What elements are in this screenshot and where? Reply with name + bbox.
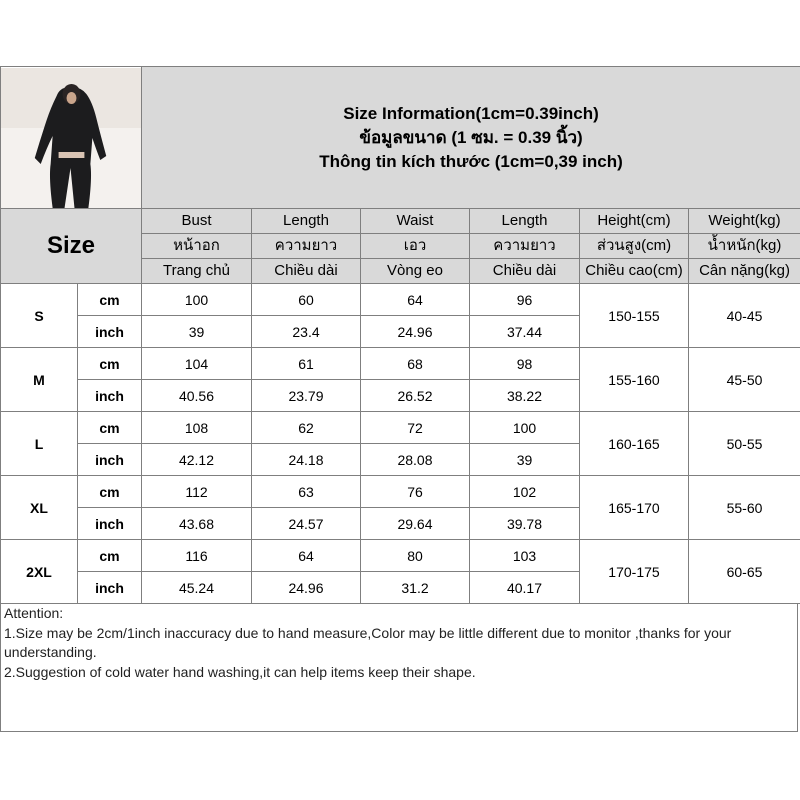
cm-value: 64 [252, 540, 361, 572]
cm-value: 96 [470, 284, 580, 316]
size-row-cm [1, 412, 800, 444]
cm-value: 64 [361, 284, 470, 316]
inch-value: 40.17 [470, 572, 580, 604]
height-range: 170-175 [580, 540, 689, 604]
note-line: 2.Suggestion of cold water hand washing,it can help items keep their shape. [4, 663, 476, 680]
unit-label-inch: inch [78, 508, 142, 540]
col-header-vi: Chiều dài [252, 259, 361, 284]
cm-value: 62 [252, 412, 361, 444]
unit-label-inch: inch [78, 444, 142, 476]
height-range: 150-155 [580, 284, 689, 348]
size-header: Size [1, 209, 142, 284]
cm-value: 104 [142, 348, 252, 380]
cm-value: 112 [142, 476, 252, 508]
size-table [0, 66, 800, 604]
col-header-en: Length [470, 209, 580, 234]
col-header-th: น้ำหนัก(kg) [689, 234, 800, 259]
cm-value: 100 [142, 284, 252, 316]
col-header-th: ความยาว [252, 234, 361, 259]
height-range: 165-170 [580, 476, 689, 540]
unit-label-cm: cm [78, 348, 142, 380]
cm-value: 60 [252, 284, 361, 316]
unit-label-cm: cm [78, 540, 142, 572]
height-range: 155-160 [580, 348, 689, 412]
inch-value: 39 [142, 316, 252, 348]
weight-range: 55-60 [689, 476, 800, 540]
inch-value: 42.12 [142, 444, 252, 476]
cm-value: 68 [361, 348, 470, 380]
weight-range: 40-45 [689, 284, 800, 348]
cm-value: 102 [470, 476, 580, 508]
note-line: 1.Size may be 2cm/1inch inaccuracy due to hand measure,Color may be little different due to monitor ,thanks for your understanding. [4, 624, 732, 660]
inch-value: 29.64 [361, 508, 470, 540]
woman-in-black-hoodie-tracksuit-photo [1, 68, 141, 208]
inch-value: 28.08 [361, 444, 470, 476]
cm-value: 76 [361, 476, 470, 508]
inch-value: 38.22 [470, 380, 580, 412]
note-line: Attention: [4, 605, 64, 621]
title-english: Size Information(1cm=0.39inch) [343, 103, 599, 123]
cm-value: 72 [361, 412, 470, 444]
inch-value: 23.4 [252, 316, 361, 348]
col-header-th: ความยาว [470, 234, 580, 259]
col-header-en: Weight(kg) [689, 209, 800, 234]
inch-value: 23.79 [252, 380, 361, 412]
col-header-en: Waist [361, 209, 470, 234]
col-header-en: Bust [142, 209, 252, 234]
unit-label-inch: inch [78, 380, 142, 412]
col-header-vi: Chiều dài [470, 259, 580, 284]
size-row-cm [1, 284, 800, 316]
cm-value: 103 [470, 540, 580, 572]
col-header-vi: Chiều cao(cm) [580, 259, 689, 284]
title-thai: ข้อมูลขนาด (1 ซม. = 0.39 นิ้ว) [359, 127, 583, 147]
title-vietnamese: Thông tin kích thước (1cm=0,39 inch) [319, 151, 623, 171]
size-label: M [1, 348, 78, 412]
col-header-en: Length [252, 209, 361, 234]
size-row-cm [1, 476, 800, 508]
size-label: S [1, 284, 78, 348]
col-header-th: หน้าอก [142, 234, 252, 259]
unit-label-inch: inch [78, 316, 142, 348]
unit-label-inch: inch [78, 572, 142, 604]
size-chart [0, 66, 800, 734]
cm-value: 63 [252, 476, 361, 508]
unit-label-cm: cm [78, 476, 142, 508]
size-label: 2XL [1, 540, 78, 604]
col-header-en: Height(cm) [580, 209, 689, 234]
size-label: L [1, 412, 78, 476]
inch-value: 24.18 [252, 444, 361, 476]
product-photo [1, 67, 142, 209]
cm-value: 108 [142, 412, 252, 444]
inch-value: 31.2 [361, 572, 470, 604]
unit-label-cm: cm [78, 412, 142, 444]
col-header-vi: Trang chủ [142, 259, 252, 284]
inch-value: 24.96 [361, 316, 470, 348]
inch-value: 26.52 [361, 380, 470, 412]
col-header-vi: Cân nặng(kg) [689, 259, 800, 284]
size-label: XL [1, 476, 78, 540]
size-row-cm [1, 348, 800, 380]
attention-notes [0, 604, 798, 732]
inch-value: 40.56 [142, 380, 252, 412]
unit-label-cm: cm [78, 284, 142, 316]
inch-value: 39.78 [470, 508, 580, 540]
inch-value: 39 [470, 444, 580, 476]
size-row-cm [1, 540, 800, 572]
height-range: 160-165 [580, 412, 689, 476]
cm-value: 100 [470, 412, 580, 444]
inch-value: 43.68 [142, 508, 252, 540]
weight-range: 45-50 [689, 348, 800, 412]
weight-range: 50-55 [689, 412, 800, 476]
cm-value: 80 [361, 540, 470, 572]
col-header-vi: Vòng eo [361, 259, 470, 284]
cm-value: 116 [142, 540, 252, 572]
inch-value: 24.57 [252, 508, 361, 540]
inch-value: 37.44 [470, 316, 580, 348]
inch-value: 45.24 [142, 572, 252, 604]
weight-range: 60-65 [689, 540, 800, 604]
col-header-th: ส่วนสูง(cm) [580, 234, 689, 259]
cm-value: 98 [470, 348, 580, 380]
col-header-th: เอว [361, 234, 470, 259]
inch-value: 24.96 [252, 572, 361, 604]
cm-value: 61 [252, 348, 361, 380]
title-banner [142, 67, 800, 209]
